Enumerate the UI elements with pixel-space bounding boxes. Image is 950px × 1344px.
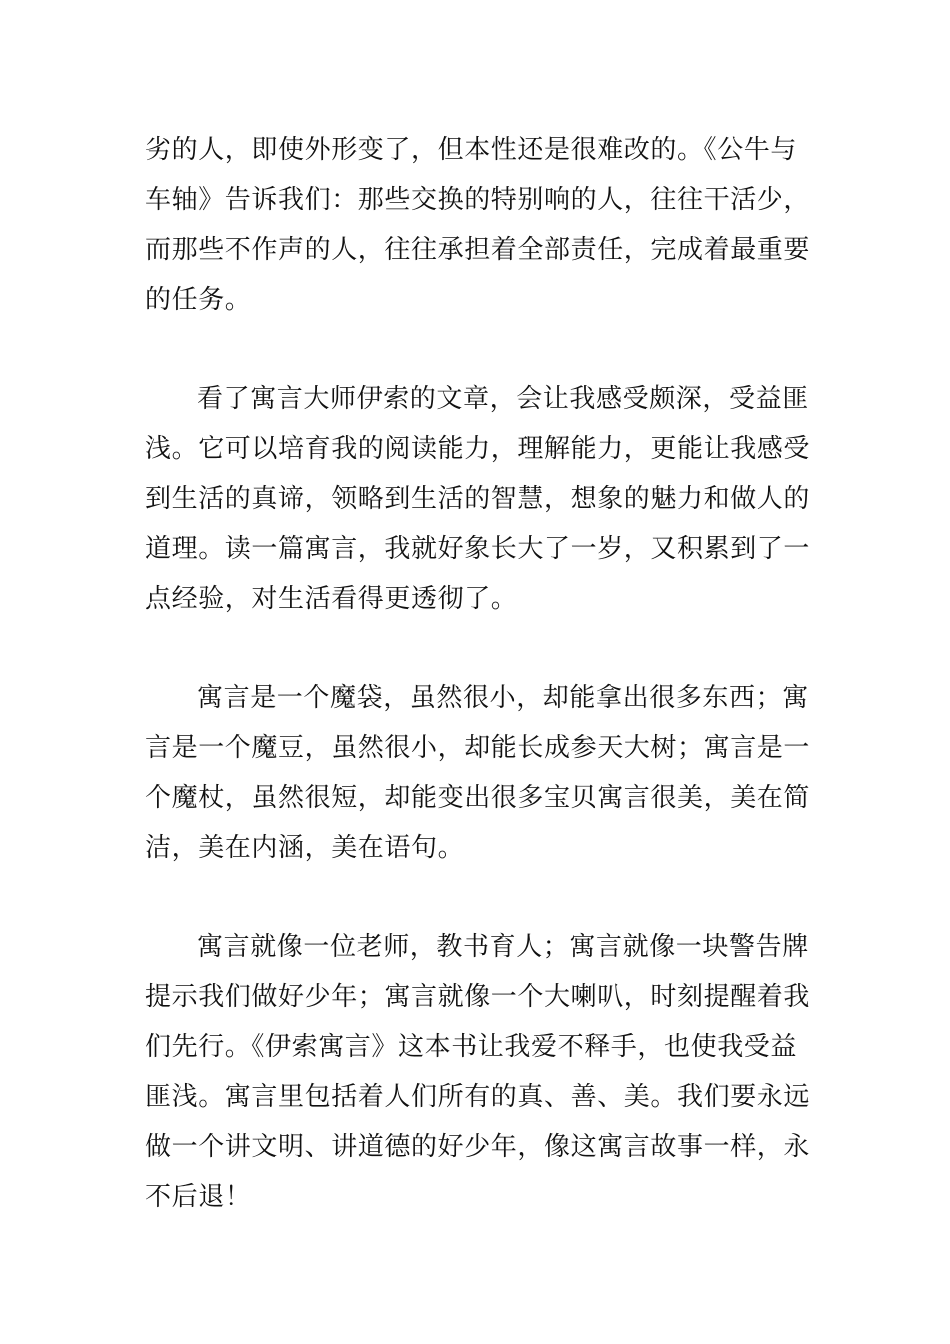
text-line: 道理。读一篇寓言，我就好象长大了一岁，又积累到了一 <box>145 534 811 564</box>
text-line: 车轴》告诉我们：那些交换的特别响的人，往往干活少， <box>145 185 811 215</box>
text-line: 劣的人，即使外形变了，但本性还是很难改的。《公牛与 <box>145 135 798 165</box>
text-line: 做一个讲文明、讲道德的好少年，像这寓言故事一样，永 <box>145 1132 811 1162</box>
text-line: 言是一个魔豆，虽然很小，却能长成参天大树；寓言是一 <box>145 733 811 763</box>
text-line: 而那些不作声的人，往往承担着全部责任，完成着最重要 <box>145 235 811 265</box>
text-line: 不后退！ <box>145 1182 252 1212</box>
text-line: 点经验，对生活看得更透彻了。 <box>145 584 518 614</box>
text-line: 寓言是一个魔袋，虽然很小，却能拿出很多东西；寓 <box>197 683 809 713</box>
text-line: 到生活的真谛，领略到生活的智慧，想象的魅力和做人的 <box>145 484 811 514</box>
text-line: 的任务。 <box>145 285 252 315</box>
text-line: 寓言就像一位老师，教书育人；寓言就像一块警告牌 <box>197 932 809 962</box>
text-line: 们先行。《伊索寓言》这本书让我爱不释手，也使我受益 <box>145 1032 798 1062</box>
text-line: 洁，美在内涵，美在语句。 <box>145 833 465 863</box>
text-line: 匪浅。寓言里包括着人们所有的真、善、美。我们要永远 <box>145 1082 811 1112</box>
text-line: 浅。它可以培育我的阅读能力，理解能力，更能让我感受 <box>145 434 811 464</box>
text-line: 提示我们做好少年；寓言就像一个大喇叭，时刻提醒着我 <box>145 982 811 1012</box>
text-line: 个魔杖，虽然很短，却能变出很多宝贝寓言很美，美在简 <box>145 783 811 813</box>
text-line: 看了寓言大师伊索的文章，会让我感受颇深，受益匪 <box>197 384 809 414</box>
